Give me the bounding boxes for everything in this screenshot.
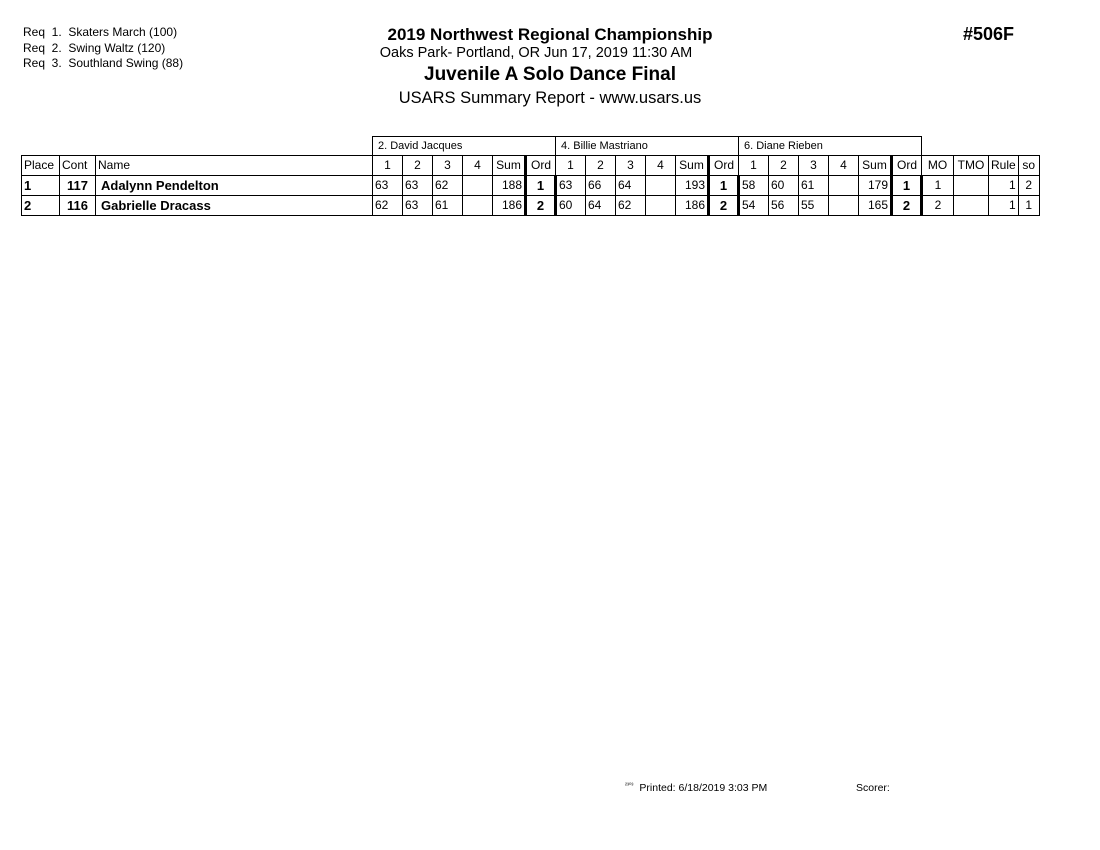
cell-score: 63 (403, 176, 433, 196)
cell-score (829, 196, 859, 216)
col-j3-score-4: 4 (829, 156, 859, 176)
cell-so: 1 (1018, 196, 1039, 216)
col-j3-ord: Ord (892, 156, 922, 176)
footer-mark: ²³⁰³ (625, 783, 634, 789)
cell-score (646, 196, 676, 216)
cell-rule: 1 (989, 176, 1019, 196)
judge-1-name: 2. David Jacques (373, 137, 556, 156)
cell-score: 55 (799, 196, 829, 216)
cell-so: 2 (1018, 176, 1039, 196)
judge-2-name: 4. Billie Mastriano (556, 137, 739, 156)
cell-score: 60 (769, 176, 799, 196)
cell-sum: 188 (493, 176, 526, 196)
cell-sum: 179 (859, 176, 892, 196)
competition-title: 2019 Northwest Regional Championship (387, 25, 713, 44)
cell-place: 2 (22, 196, 60, 216)
cell-score: 56 (769, 196, 799, 216)
cell-name: Gabrielle Dracass (96, 196, 373, 216)
column-header-row (22, 156, 1040, 176)
cell-score: 64 (616, 176, 646, 196)
cell-score: 63 (556, 176, 586, 196)
cell-name: Adalynn Pendelton (96, 176, 373, 196)
cell-ord: 1 (892, 176, 922, 196)
cell-ord: 2 (892, 196, 922, 216)
cell-score: 63 (403, 196, 433, 216)
col-j2-ord: Ord (709, 156, 739, 176)
col-j1-score-2: 2 (403, 156, 433, 176)
col-place: Place (22, 156, 60, 176)
report-title: USARS Summary Report - www.usars.us (398, 89, 702, 107)
col-j2-score-3: 3 (616, 156, 646, 176)
cell-score: 62 (616, 196, 646, 216)
cell-rule: 1 (989, 196, 1019, 216)
report-header (300, 24, 800, 109)
venue-date-line: Oaks Park- Portland, OR Jun 17, 2019 11:30 AM (379, 45, 693, 61)
cell-score (829, 176, 859, 196)
col-j3-score-1: 1 (739, 156, 769, 176)
cell-score (646, 176, 676, 196)
col-j1-score-3: 3 (433, 156, 463, 176)
requirement-2: Req 2. Swing Waltz (120) (23, 40, 166, 55)
requirement-3: Req 3. Southland Swing (88) (23, 56, 184, 70)
cell-score: 60 (556, 196, 586, 216)
col-j3-score-2: 2 (769, 156, 799, 176)
col-tmo: TMO (954, 156, 989, 176)
col-so: so (1018, 156, 1039, 176)
col-cont: Cont (60, 156, 96, 176)
cell-score: 54 (739, 196, 769, 216)
col-name: Name (96, 156, 373, 176)
event-title: Juvenile A Solo Dance Final (424, 64, 676, 85)
requirement-1: Req 1. Skaters March (100) (23, 25, 178, 39)
cell-sum: 193 (676, 176, 709, 196)
event-code: #506F (963, 24, 1015, 44)
cell-mo: 2 (922, 196, 954, 216)
col-mo: MO (922, 156, 954, 176)
cell-cont: 116 (60, 196, 96, 216)
cell-cont: 117 (60, 176, 96, 196)
cell-score: 62 (433, 176, 463, 196)
col-j2-score-4: 4 (646, 156, 676, 176)
col-j1-ord: Ord (526, 156, 556, 176)
col-j1-score-1: 1 (373, 156, 403, 176)
cell-ord: 2 (526, 196, 556, 216)
cell-place: 1 (22, 176, 60, 196)
col-j2-score-1: 1 (556, 156, 586, 176)
printed-timestamp: Printed: 6/18/2019 3:03 PM (639, 782, 768, 794)
judges-row (22, 137, 1040, 156)
col-j2-sum: Sum (676, 156, 709, 176)
table-row (22, 176, 1040, 196)
cell-mo: 1 (922, 176, 954, 196)
col-j1-score-4: 4 (463, 156, 493, 176)
requirements-list (23, 25, 183, 72)
cell-score (463, 196, 493, 216)
cell-score: 61 (433, 196, 463, 216)
cell-ord: 2 (709, 196, 739, 216)
cell-ord: 1 (526, 176, 556, 196)
scorer-label: Scorer: (856, 782, 890, 794)
cell-sum: 186 (676, 196, 709, 216)
cell-tmo (954, 176, 989, 196)
table-row (22, 196, 1040, 216)
cell-tmo (954, 196, 989, 216)
col-j3-sum: Sum (859, 156, 892, 176)
cell-score (463, 176, 493, 196)
col-j1-sum: Sum (493, 156, 526, 176)
cell-sum: 165 (859, 196, 892, 216)
cell-score: 61 (799, 176, 829, 196)
results-table (21, 136, 1040, 216)
cell-score: 58 (739, 176, 769, 196)
cell-score: 62 (373, 196, 403, 216)
cell-sum: 186 (493, 196, 526, 216)
cell-ord: 1 (709, 176, 739, 196)
judge-3-name: 6. Diane Rieben (739, 137, 922, 156)
printed-footer (625, 782, 767, 794)
col-rule: Rule (989, 156, 1019, 176)
col-j2-score-2: 2 (586, 156, 616, 176)
col-j3-score-3: 3 (799, 156, 829, 176)
cell-score: 64 (586, 196, 616, 216)
cell-score: 66 (586, 176, 616, 196)
cell-score: 63 (373, 176, 403, 196)
